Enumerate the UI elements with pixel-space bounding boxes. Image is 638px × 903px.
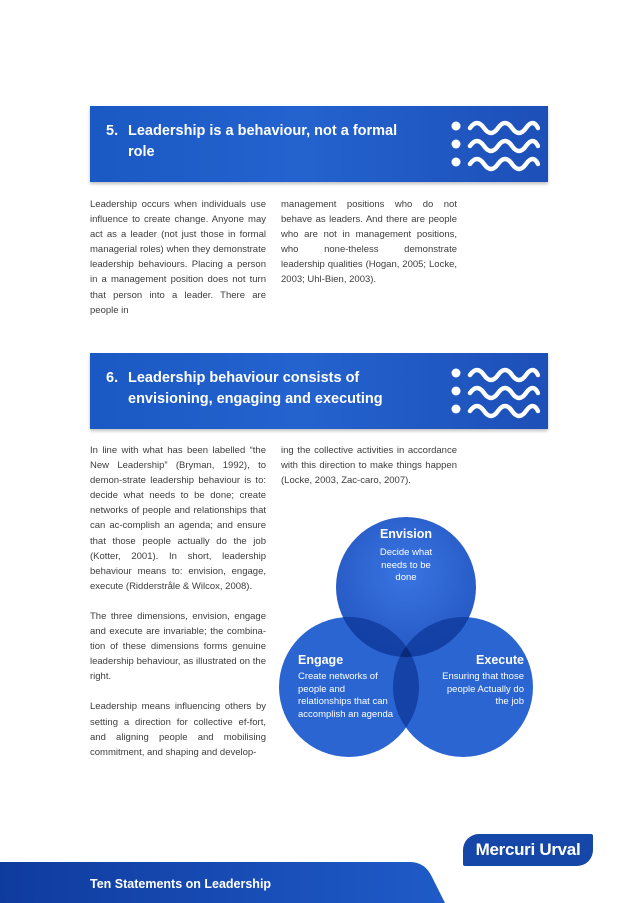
- envision-text: Decide what needs to be done: [379, 547, 433, 583]
- section-6-left-column: [90, 443, 266, 760]
- section-5-title: Leadership is a behaviour, not a formal role: [128, 123, 398, 160]
- section-6-number: 6.: [106, 370, 119, 386]
- section-5-heading: [106, 121, 416, 163]
- execute-title: Execute: [476, 653, 524, 667]
- section-6-right-text: ing the collective activities in accordance with this direction to make things happen (Locke, 2003, Zac-caro, 2007).: [281, 445, 457, 487]
- engage-title: Engage: [298, 653, 344, 667]
- wave-decoration-icon: [450, 363, 540, 419]
- section-5-left-text: Leadership occurs when individuals use influence to create change. Anyone may act as a leader (not just those in formal managerial roles) when they demonstrate leadership behaviours. Placing a person in a management position does not turn that person into a leader. There are people in: [90, 199, 266, 316]
- section-6-banner: [90, 353, 548, 429]
- wave-decoration-icon: [450, 116, 540, 172]
- execute-text: Ensuring that those people Actually do the job: [442, 671, 524, 707]
- section-6-left-p2: The three dimensions, envision, engage and execute are invariable; the combina-tion of these dimensions forms genuine leadership behaviour, as illustrated on the right.: [90, 610, 266, 683]
- envision-title: Envision: [379, 527, 433, 541]
- section-5-number: 5.: [106, 123, 119, 139]
- section-6-left-p3: Leadership means influencing others by setting a direction for collective ef-fort, and aligning people and mobilising commitment, and shaping and develop-: [90, 701, 266, 758]
- section-5-right-text: management positions who do not behave as leaders. And there are people who are not in management positions, who none-theless demonstrate leadership qualities (Hogan, 2005; Locke, 2003; Uhl-Bien, 2003).: [281, 199, 457, 286]
- section-6-right-column: [281, 443, 457, 488]
- section-6-title: Leadership behaviour consists of envisioning, engaging and executing: [128, 370, 383, 407]
- section-5-right-column: [281, 197, 457, 288]
- section-5-left-column: [90, 197, 266, 318]
- engage-text: Create networks of people and relationships that can accomplish an agenda: [298, 671, 394, 720]
- footer-title: Ten Statements on Leadership: [90, 877, 272, 891]
- section-6-heading: [106, 368, 416, 410]
- mercuri-urval-logo: Mercuri Urval: [463, 834, 593, 866]
- section-6-left-p1: In line with what has been labelled “the New Leadership” (Bryman, 1992), to demon-strate leadership behaviour is to: decide what needs to be done; create networks of people and relationships that can ac-complish an agenda; and ensure that those people actually do the job (Kotter, 2001). In short, leadership behaviour means to: envision, engage, execute (Ridderstråle & Wilcox, 2008).: [90, 445, 266, 592]
- venn-diagram: [276, 512, 538, 777]
- section-5-banner: [90, 106, 548, 182]
